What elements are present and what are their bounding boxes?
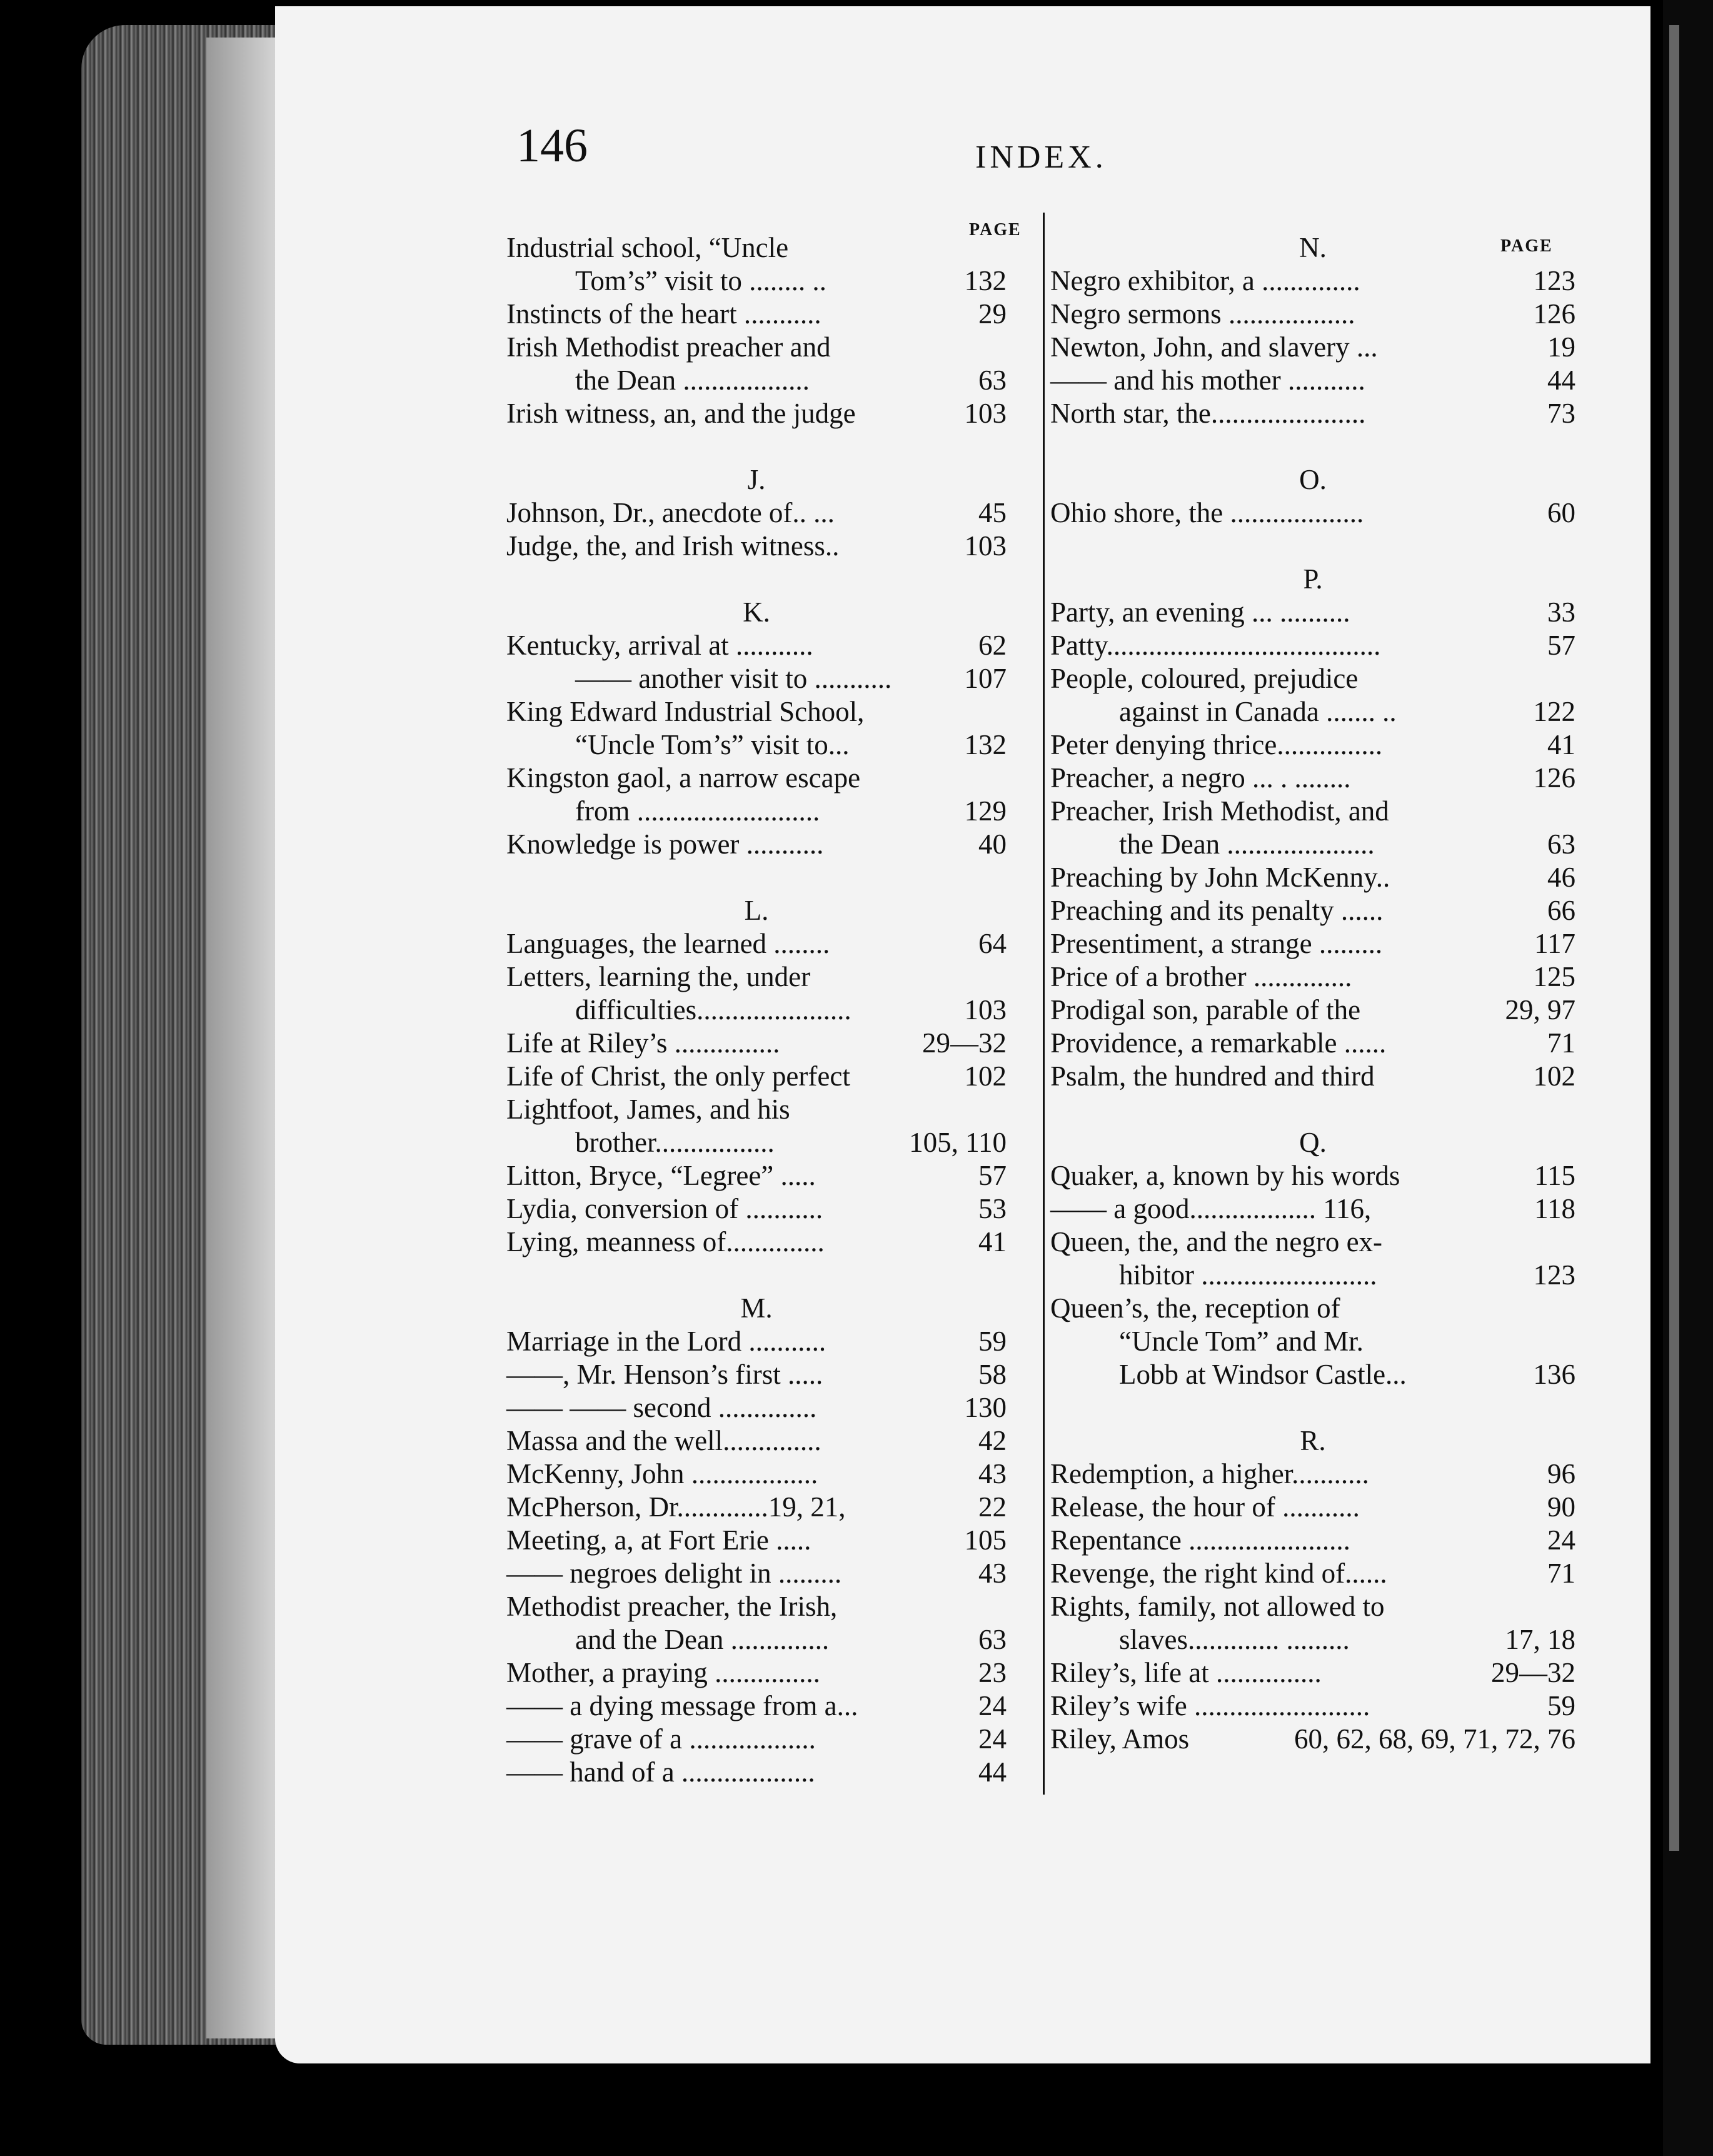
index-entry: [1050, 762, 1575, 795]
entry-text: “Uncle Tom” and Mr.: [1119, 1326, 1364, 1357]
entry-page-number: 23: [978, 1657, 1007, 1688]
index-left-column: [506, 231, 1007, 1789]
index-entry: [506, 1723, 1007, 1756]
index-entry: [1050, 298, 1575, 331]
entry-text: —— —— second ..............: [506, 1392, 817, 1423]
index-entry: [1050, 1524, 1575, 1557]
entry-text: Peter denying thrice...............: [1050, 729, 1383, 760]
index-entry: [1050, 629, 1575, 662]
index-entry: [506, 1226, 1007, 1259]
index-entry: [506, 1590, 1007, 1623]
index-entry: [506, 364, 1007, 397]
index-entry: [506, 1192, 1007, 1226]
entry-page-number: 107: [964, 663, 1007, 694]
entry-page-number: 46: [1547, 862, 1575, 893]
index-entry: [1050, 927, 1575, 960]
letter-heading: R.: [1300, 1425, 1326, 1456]
entry-page-number: 57: [1547, 630, 1575, 661]
entry-text: Newton, John, and slavery ...: [1050, 331, 1378, 363]
entry-page-number: 102: [964, 1060, 1007, 1092]
entry-text: —— grave of a ..................: [506, 1723, 816, 1755]
index-entry: [1050, 1358, 1575, 1391]
entry-text: Methodist preacher, the Irish,: [506, 1591, 838, 1622]
entry-text: Litton, Bryce, “Legree” .....: [506, 1160, 816, 1191]
index-entry: [506, 1027, 1007, 1060]
entry-page-number: 33: [1547, 597, 1575, 628]
entry-text: the Dean .....................: [1119, 829, 1375, 860]
section-gap: [1050, 1391, 1575, 1424]
entry-page-number: 60, 62, 68, 69, 71, 72, 76: [1294, 1723, 1575, 1755]
index-entry: [506, 331, 1007, 364]
index-entry: [506, 828, 1007, 861]
index-entry: [1050, 1491, 1575, 1524]
index-entry: [1050, 960, 1575, 994]
section-gap: [1050, 530, 1575, 563]
index-entry: [1050, 728, 1575, 762]
entry-text: —— another visit to ...........: [575, 663, 892, 694]
index-entry: [1050, 861, 1575, 894]
entry-text: Languages, the learned ........: [506, 928, 830, 959]
entry-text: McPherson, Dr.............19, 21,: [506, 1491, 846, 1523]
entry-page-number: 129: [964, 795, 1007, 827]
index-entry: [1050, 894, 1575, 927]
index-entry: [506, 264, 1007, 298]
entry-page-number: 62: [978, 630, 1007, 661]
entry-text: Kingston gaol, a narrow escape: [506, 762, 861, 793]
index-entry: [506, 1424, 1007, 1458]
letter-heading: Q.: [1299, 1127, 1327, 1158]
index-entry: [506, 1358, 1007, 1391]
entry-page-number: 42: [978, 1425, 1007, 1456]
entry-page-number: 126: [1533, 298, 1575, 330]
entry-page-number: 41: [1547, 729, 1575, 760]
index-entry: [1050, 364, 1575, 397]
section-gap: [506, 563, 1007, 596]
entry-page-number: 24: [978, 1723, 1007, 1755]
letter-heading: K.: [743, 597, 770, 628]
entry-text: Johnson, Dr., anecdote of.. ...: [506, 497, 835, 528]
entry-text: Preaching by John McKenny..: [1050, 862, 1390, 893]
entry-page-number: 59: [1547, 1690, 1575, 1721]
entry-page-number: 66: [1547, 895, 1575, 926]
index-entry: [506, 762, 1007, 795]
entry-page-number: 96: [1547, 1458, 1575, 1489]
entry-text: —— and his mother ...........: [1050, 365, 1365, 396]
index-entry: [506, 1690, 1007, 1723]
index-entry: [506, 695, 1007, 728]
entry-text: Life of Christ, the only perfect: [506, 1060, 850, 1092]
entry-text: Lobb at Windsor Castle...: [1119, 1359, 1407, 1390]
entry-page-number: 103: [964, 530, 1007, 562]
entry-page-number: 19: [1547, 331, 1575, 363]
index-entry: [1050, 1192, 1575, 1226]
index-entry: [1050, 1557, 1575, 1590]
entry-page-number: 123: [1533, 265, 1575, 296]
index-entry: [506, 1524, 1007, 1557]
letter-heading: O.: [1299, 464, 1327, 495]
index-entry: [506, 1060, 1007, 1093]
index-entry: [1050, 994, 1575, 1027]
entry-page-number: 102: [1533, 1060, 1575, 1092]
entry-text: Preacher, Irish Methodist, and: [1050, 795, 1389, 827]
entry-text: brother.................: [575, 1127, 775, 1158]
entry-page-number: 29—32: [922, 1027, 1007, 1059]
letter-heading: P.: [1303, 563, 1323, 595]
index-entry: [1050, 596, 1575, 629]
entry-page-number: 63: [1547, 829, 1575, 860]
entry-text: —— a dying message from a...: [506, 1690, 858, 1721]
entry-page-number: 53: [978, 1193, 1007, 1224]
index-entry: [1050, 795, 1575, 828]
letter-heading: L.: [744, 895, 769, 926]
entry-text: Irish Methodist preacher and: [506, 331, 831, 363]
index-entry: [506, 728, 1007, 762]
entry-text: Lightfoot, James, and his: [506, 1094, 790, 1125]
entry-page-number: 59: [978, 1326, 1007, 1357]
section-gap: [506, 861, 1007, 894]
entry-page-number: 44: [1547, 365, 1575, 396]
entry-page-number: 57: [978, 1160, 1007, 1191]
entry-text: Instincts of the heart ...........: [506, 298, 821, 330]
section-gap: [1050, 1093, 1575, 1126]
index-entry: [1050, 264, 1575, 298]
entry-text: against in Canada ....... ..: [1119, 696, 1397, 727]
entry-page-number: 132: [964, 265, 1007, 296]
index-entry: [506, 1756, 1007, 1789]
index-entry: [1050, 1623, 1575, 1656]
entry-page-number: 132: [964, 729, 1007, 760]
index-entry: [506, 1093, 1007, 1126]
entry-page-number: 24: [1547, 1524, 1575, 1556]
index-entry: [1050, 1458, 1575, 1491]
index-entry: [1050, 1060, 1575, 1093]
entry-page-number: 73: [1547, 398, 1575, 429]
entry-text: King Edward Industrial School,: [506, 696, 865, 727]
entry-page-number: 103: [964, 994, 1007, 1025]
index-entry: [506, 1656, 1007, 1690]
index-right-column: [1050, 231, 1575, 1756]
entry-text: Psalm, the hundred and third: [1050, 1060, 1375, 1092]
entry-page-number: 60: [1547, 497, 1575, 528]
entry-text: Irish witness, an, and the judge: [506, 398, 856, 429]
entry-text: Negro sermons ..................: [1050, 298, 1355, 330]
entry-text: Negro exhibitor, a ..............: [1050, 265, 1360, 296]
index-entry: [506, 662, 1007, 695]
entry-page-number: 45: [978, 497, 1007, 528]
index-entry: [506, 231, 1007, 264]
entry-page-number: 24: [978, 1690, 1007, 1721]
entry-page-number: 40: [978, 829, 1007, 860]
index-entry: [506, 1557, 1007, 1590]
entry-page-number: 71: [1547, 1027, 1575, 1059]
entry-text: Queen’s, the, reception of: [1050, 1292, 1340, 1324]
index-entry: [506, 994, 1007, 1027]
right-page-column-label: PAGE: [1500, 236, 1553, 256]
entry-text: Rights, family, not allowed to: [1050, 1591, 1385, 1622]
entry-text: Repentance .......................: [1050, 1524, 1350, 1556]
entry-text: Preacher, a negro ... . ........: [1050, 762, 1351, 793]
entry-text: Presentiment, a strange .........: [1050, 928, 1383, 959]
index-entry: [1050, 1292, 1575, 1325]
entry-text: Letters, learning the, under: [506, 961, 811, 992]
index-entry: [506, 530, 1007, 563]
index-entry: [1050, 1656, 1575, 1690]
section-gap: [506, 1259, 1007, 1292]
entry-page-number: 103: [964, 398, 1007, 429]
index-entry: [1050, 1259, 1575, 1292]
entry-text: Lydia, conversion of ...........: [506, 1193, 823, 1224]
entry-text: “Uncle Tom’s” visit to...: [575, 729, 850, 760]
entry-text: difficulties......................: [575, 994, 851, 1025]
entry-page-number: 29: [978, 298, 1007, 330]
index-entry: [1050, 1159, 1575, 1192]
entry-text: Ohio shore, the ...................: [1050, 497, 1364, 528]
entry-text: North star, the......................: [1050, 398, 1366, 429]
entry-text: Party, an evening ... ..........: [1050, 597, 1350, 628]
left-page-column-label: PAGE: [969, 220, 1022, 239]
entry-text: Lying, meanness of..............: [506, 1226, 825, 1257]
section-gap: [1050, 430, 1575, 463]
entry-text: Patty.......................................: [1050, 630, 1381, 661]
entry-text: People, coloured, prejudice: [1050, 663, 1359, 694]
entry-page-number: 43: [978, 1458, 1007, 1489]
index-entry: [1050, 1723, 1575, 1756]
index-entry: [506, 1325, 1007, 1358]
letter-heading: M.: [740, 1292, 773, 1324]
entry-page-number: 58: [978, 1359, 1007, 1390]
entry-page-number: 29—32: [1491, 1657, 1575, 1688]
index-entry: [506, 795, 1007, 828]
entry-text: Prodigal son, parable of the: [1050, 994, 1361, 1025]
index-entry: [506, 927, 1007, 960]
index-entry: [506, 1458, 1007, 1491]
entry-text: Riley’s wife .........................: [1050, 1690, 1370, 1721]
index-entry: [506, 1126, 1007, 1159]
entry-text: from ..........................: [575, 795, 820, 827]
index-entry: [1050, 662, 1575, 695]
entry-text: Providence, a remarkable ......: [1050, 1027, 1387, 1059]
index-entry: [506, 298, 1007, 331]
entry-page-number: 90: [1547, 1491, 1575, 1523]
index-entry: [1050, 1325, 1575, 1358]
entry-page-number: 29, 97: [1505, 994, 1575, 1025]
entry-page-number: 125: [1533, 961, 1575, 992]
entry-page-number: 117: [1534, 928, 1575, 959]
entry-text: —— a good.................. 116,: [1050, 1193, 1372, 1224]
entry-text: Life at Riley’s ...............: [506, 1027, 780, 1059]
index-entry: [1050, 828, 1575, 861]
entry-page-number: 22: [978, 1491, 1007, 1523]
entry-page-number: 41: [978, 1226, 1007, 1257]
letter-heading: N.: [1299, 232, 1327, 263]
column-divider: [1043, 213, 1045, 1795]
running-title: INDEX.: [975, 139, 1107, 175]
entry-text: Mother, a praying ...............: [506, 1657, 820, 1688]
index-entry: [506, 1491, 1007, 1524]
index-entry: [506, 397, 1007, 430]
entry-page-number: 118: [1534, 1193, 1575, 1224]
entry-text: hibitor .........................: [1119, 1259, 1377, 1291]
entry-text: the Dean ..................: [575, 365, 810, 396]
entry-page-number: 126: [1533, 762, 1575, 793]
index-entry: [1050, 695, 1575, 728]
entry-text: Release, the hour of ...........: [1050, 1491, 1360, 1523]
facing-page-edge: [1663, 0, 1713, 2156]
index-entry: [1050, 1226, 1575, 1259]
index-entry: [506, 1159, 1007, 1192]
entry-page-number: 105: [964, 1524, 1007, 1556]
entry-text: slaves............. .........: [1119, 1624, 1350, 1655]
entry-text: Queen, the, and the negro ex-: [1050, 1226, 1383, 1257]
entry-text: and the Dean ..............: [575, 1624, 830, 1655]
index-entry: [1050, 1027, 1575, 1060]
entry-text: Marriage in the Lord ...........: [506, 1326, 826, 1357]
entry-text: Massa and the well..............: [506, 1425, 821, 1456]
index-entry: [506, 1391, 1007, 1424]
entry-page-number: 63: [978, 1624, 1007, 1655]
entry-text: Preaching and its penalty ......: [1050, 895, 1384, 926]
entry-text: McKenny, John ..................: [506, 1458, 818, 1489]
entry-page-number: 115: [1534, 1160, 1575, 1191]
entry-text: Quaker, a, known by his words: [1050, 1160, 1400, 1191]
entry-page-number: 63: [978, 365, 1007, 396]
page-number: 146: [516, 119, 588, 172]
entry-page-number: 71: [1547, 1558, 1575, 1589]
entry-page-number: 105, 110: [909, 1127, 1007, 1158]
index-entry: [1050, 1590, 1575, 1623]
entry-text: Knowledge is power ...........: [506, 829, 824, 860]
entry-page-number: 122: [1533, 696, 1575, 727]
entry-text: Kentucky, arrival at ...........: [506, 630, 813, 661]
entry-page-number: 43: [978, 1558, 1007, 1589]
entry-text: —— hand of a ...................: [506, 1756, 815, 1788]
entry-text: Redemption, a higher...........: [1050, 1458, 1369, 1489]
entry-page-number: 123: [1533, 1259, 1575, 1291]
index-entry: [506, 1623, 1007, 1656]
entry-text: Riley, Amos: [1050, 1723, 1190, 1755]
index-entry: [1050, 496, 1575, 530]
entry-text: Tom’s” visit to ........ ..: [575, 265, 826, 296]
index-entry: [506, 496, 1007, 530]
section-gap: [506, 430, 1007, 463]
letter-heading: J.: [747, 464, 766, 495]
entry-text: Revenge, the right kind of......: [1050, 1558, 1387, 1589]
index-entry: [506, 629, 1007, 662]
entry-text: Price of a brother ..............: [1050, 961, 1352, 992]
entry-text: ——, Mr. Henson’s first .....: [506, 1359, 823, 1390]
index-entry: [1050, 397, 1575, 430]
entry-text: Industrial school, “Uncle: [506, 232, 789, 263]
index-entry: [1050, 1690, 1575, 1723]
entry-text: —— negroes delight in .........: [506, 1558, 842, 1589]
entry-page-number: 17, 18: [1505, 1624, 1575, 1655]
entry-text: Riley’s, life at ...............: [1050, 1657, 1322, 1688]
index-entry: [506, 960, 1007, 994]
entry-page-number: 64: [978, 928, 1007, 959]
entry-text: Judge, the, and Irish witness..: [506, 530, 840, 562]
index-entry: [1050, 331, 1575, 364]
entry-text: Meeting, a, at Fort Erie .....: [506, 1524, 811, 1556]
entry-page-number: 136: [1533, 1359, 1575, 1390]
entry-page-number: 44: [978, 1756, 1007, 1788]
entry-page-number: 130: [964, 1392, 1007, 1423]
